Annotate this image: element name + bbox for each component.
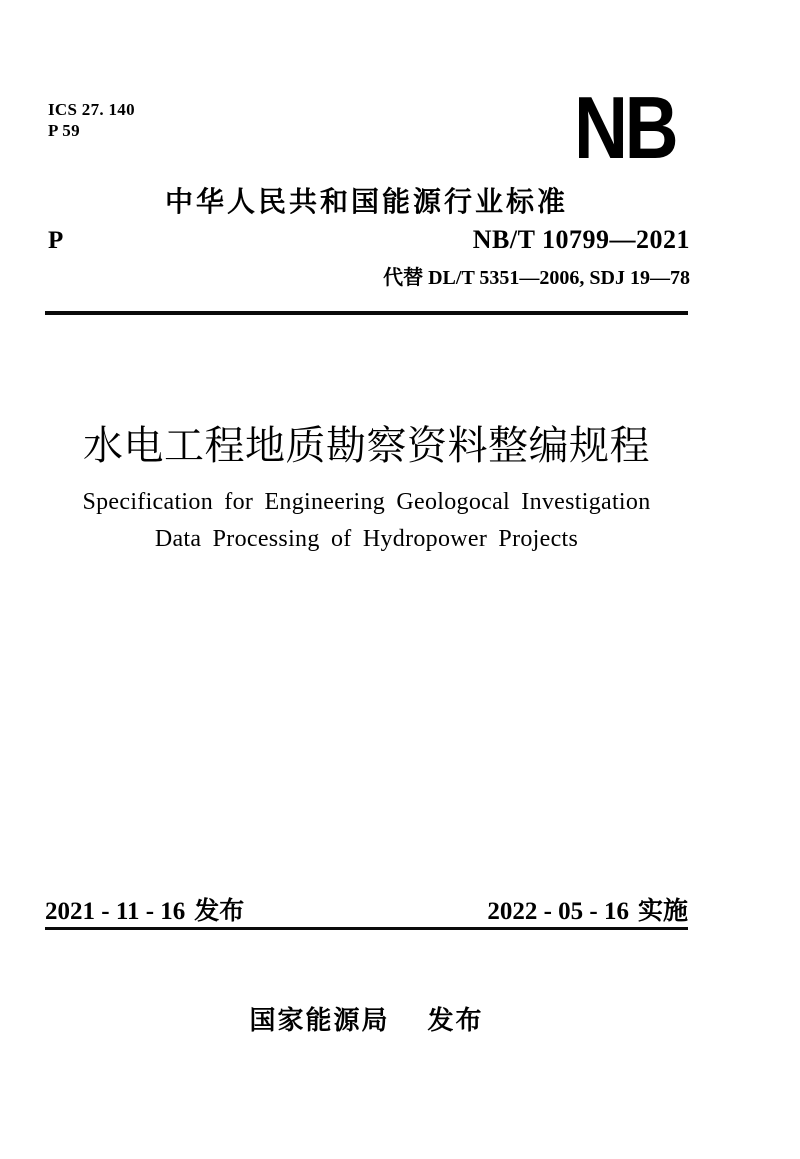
publisher-row — [45, 1000, 688, 1037]
bottom-divider-rule — [45, 927, 688, 930]
implement-date: 2022 - 05 - 16 — [487, 898, 629, 925]
standard-code-block — [383, 225, 690, 290]
replaces-note: 代替 DL/T 5351—2006, SDJ 19—78 — [383, 267, 690, 289]
standard-category-heading: 中华人民共和国能源行业标准 — [164, 186, 568, 217]
english-title-line2: Data Processing of Hydropower Projects — [154, 526, 579, 552]
page-title-english — [45, 484, 688, 558]
page-title-chinese: 水电工程地质勘察资料整编规程 — [83, 423, 650, 468]
english-title-line1: Specification for Engineering Geologocal Investigation — [82, 489, 651, 515]
publisher-name: 国家能源局 — [249, 1005, 390, 1035]
implement-date-group — [487, 891, 688, 927]
publisher-action: 发布 — [427, 1005, 484, 1035]
index-letter: P — [48, 227, 64, 254]
implement-label: 实施 — [637, 898, 688, 925]
ics-block — [48, 99, 135, 141]
issue-date: 2021 - 11 - 16 — [45, 898, 186, 925]
issue-label: 发布 — [194, 898, 245, 925]
issue-date-group — [45, 891, 244, 927]
ics-code: ICS 27. 140 — [48, 100, 135, 119]
classification-code: P 59 — [48, 121, 80, 140]
nb-logo: NB — [574, 78, 676, 177]
standard-code: NB/T 10799—2021 — [472, 225, 690, 254]
top-divider-rule — [45, 311, 688, 315]
dates-row — [45, 891, 688, 927]
